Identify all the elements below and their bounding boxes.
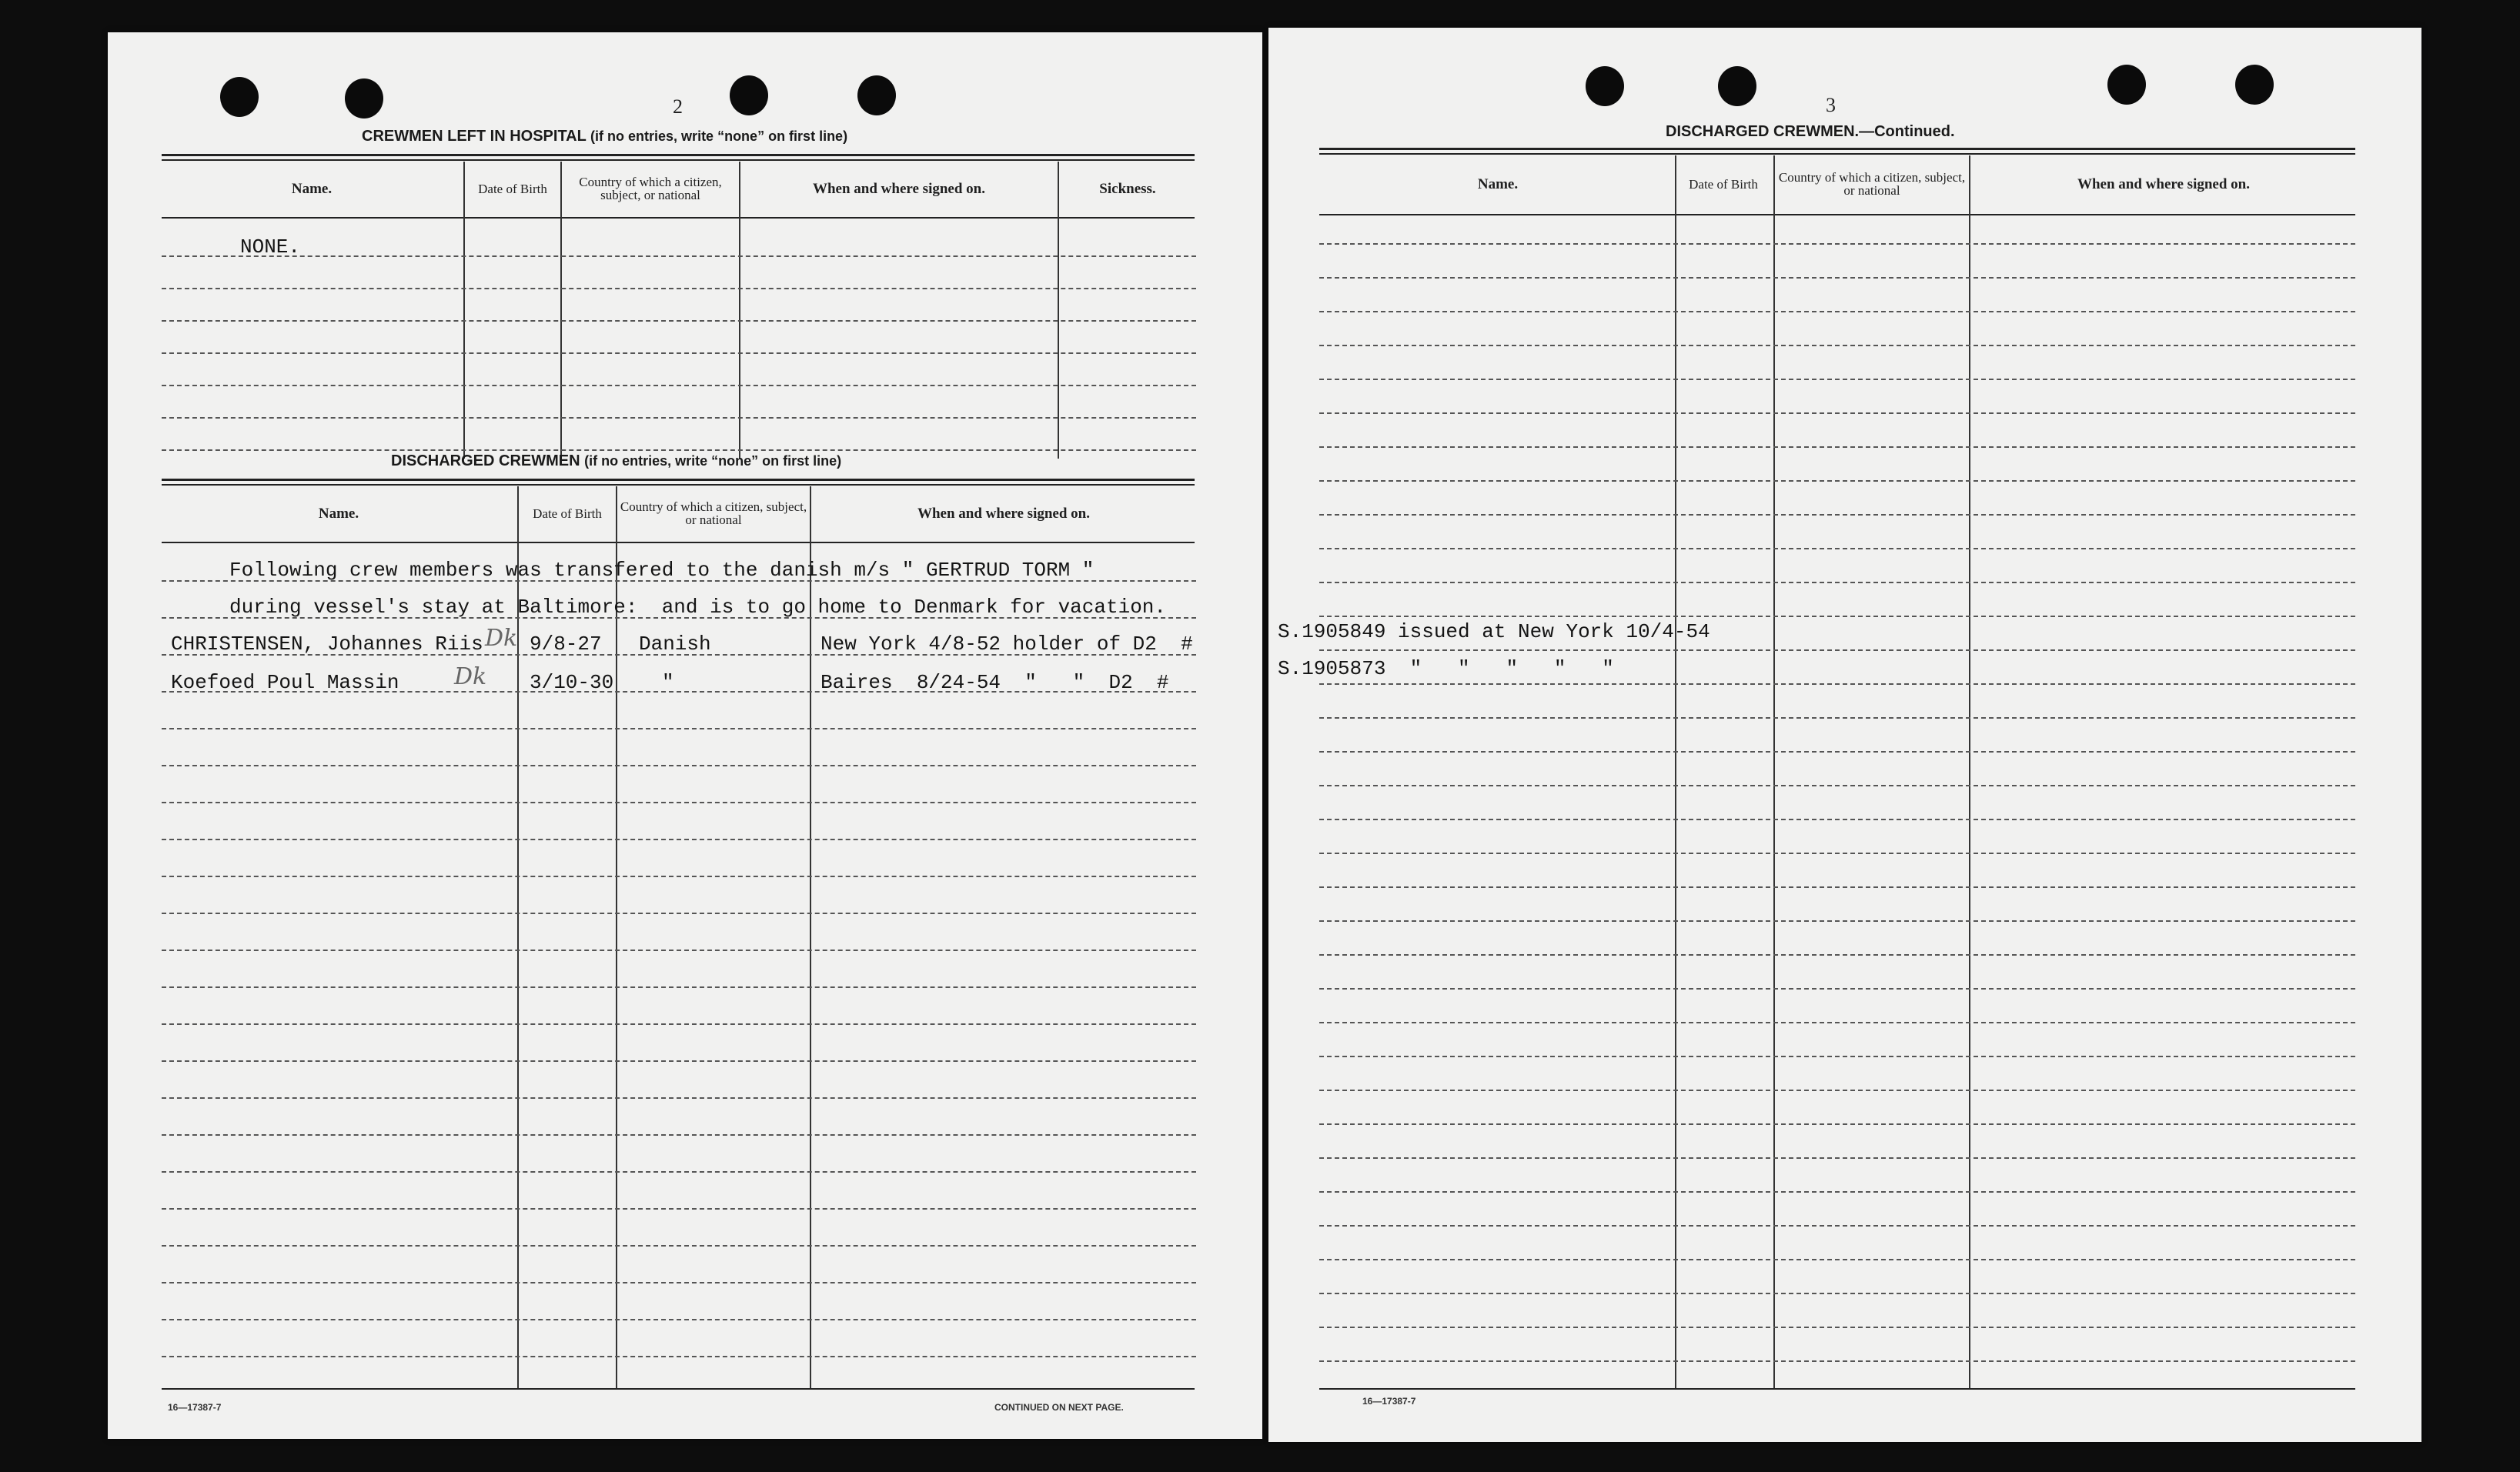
entry-line xyxy=(1319,548,2355,549)
discharged-title-text: DISCHARGED CREWMEN xyxy=(391,452,580,469)
hospital-title-note: (if no entries, write “none” on first line) xyxy=(590,129,848,144)
discharged-header-name: Name. xyxy=(318,505,359,522)
punch-hole xyxy=(857,75,896,115)
pen-mark: Dk xyxy=(485,625,518,652)
entry-line xyxy=(1319,311,2355,312)
entry-line xyxy=(162,1060,1196,1062)
column-divider xyxy=(1969,155,1970,1388)
entry-line xyxy=(1319,920,2355,922)
continued-header-name: Name. xyxy=(1477,175,1519,192)
entry-line xyxy=(1319,1225,2355,1227)
entry-line xyxy=(1319,1259,2355,1260)
bottom-rule xyxy=(162,1388,1195,1390)
continued-header-signed-on: When and where signed on. xyxy=(2077,175,2250,192)
entry-line xyxy=(1319,1293,2355,1294)
entry-line xyxy=(162,1097,1196,1099)
double-rule xyxy=(162,154,1195,156)
punch-hole xyxy=(1586,66,1624,106)
entry-line xyxy=(162,352,1196,354)
entry-line xyxy=(162,765,1196,766)
column-divider xyxy=(517,486,519,1388)
entry-line xyxy=(162,802,1196,803)
continued-header-country: Country of which a citizen, subject, or national xyxy=(1778,170,1966,198)
hospital-header-dob: Date of Birth xyxy=(478,181,547,196)
entry-line xyxy=(1319,514,2355,516)
entry-line xyxy=(1319,1157,2355,1159)
entry-line xyxy=(1319,886,2355,888)
right-page xyxy=(1268,28,2421,1442)
crew-country-cell: " xyxy=(662,671,674,694)
discharged-continued-title: DISCHARGED CREWMEN.—Continued. xyxy=(1666,123,1955,140)
discharged-title-note: (if no entries, write “none” on first line) xyxy=(584,453,842,469)
entry-line xyxy=(162,417,1196,419)
entry-line xyxy=(1319,345,2355,346)
hospital-title-text: CREWMEN LEFT IN HOSPITAL xyxy=(362,128,587,145)
entry-line xyxy=(1319,480,2355,482)
entry-line xyxy=(1319,683,2355,685)
entry-line xyxy=(162,1319,1196,1320)
entry-line xyxy=(162,728,1196,729)
entry-line xyxy=(1319,853,2355,854)
entry-line xyxy=(162,1282,1196,1283)
entry-line xyxy=(162,950,1196,951)
column-divider xyxy=(616,486,617,1388)
discharged-header-country: Country of which a citizen, subject, or national xyxy=(620,499,807,527)
double-rule xyxy=(162,159,1195,161)
entry-line xyxy=(1319,1022,2355,1023)
pen-mark: Dk xyxy=(454,663,487,690)
entry-line xyxy=(1319,243,2355,245)
entry-line xyxy=(1319,649,2355,651)
discharge-book-entry: S.1905849 issued at New York 10/4-54 xyxy=(1278,620,1710,643)
entry-line xyxy=(162,385,1196,386)
entry-line xyxy=(162,986,1196,988)
column-divider xyxy=(810,486,811,1388)
left-page xyxy=(108,32,1262,1439)
entry-line xyxy=(162,1134,1196,1136)
punch-hole xyxy=(220,77,259,117)
crew-signed-on-cell: Baires 8/24-54 " " D2 # xyxy=(821,671,1169,694)
entry-line xyxy=(162,1023,1196,1025)
entry-line xyxy=(1319,785,2355,786)
discharged-header-dob: Date of Birth xyxy=(533,506,602,521)
entry-line xyxy=(1319,582,2355,583)
punch-hole xyxy=(730,75,768,115)
header-rule xyxy=(162,542,1195,543)
entry-line xyxy=(1319,988,2355,990)
hospital-header-country: Country of which a citizen, subject, or national xyxy=(579,175,722,202)
header-rule xyxy=(162,217,1195,219)
entry-line xyxy=(1319,717,2355,719)
discharged-header-signed-on: When and where signed on. xyxy=(917,505,1090,522)
entry-line xyxy=(1319,446,2355,448)
entry-line xyxy=(162,1208,1196,1210)
entry-line xyxy=(1319,1056,2355,1057)
hospital-header-signed-on: When and where signed on. xyxy=(812,180,985,197)
hospital-header-sickness: Sickness. xyxy=(1099,180,1156,197)
entry-line xyxy=(1319,1123,2355,1125)
entry-line xyxy=(162,913,1196,914)
entry-line xyxy=(1319,1360,2355,1362)
punch-hole xyxy=(2235,65,2274,105)
entry-line xyxy=(1319,616,2355,617)
crew-name-cell: Koefoed Poul Massin xyxy=(171,671,399,694)
entry-line xyxy=(1319,412,2355,414)
entry-line xyxy=(1319,1191,2355,1193)
crew-dob-cell: 9/8-27 xyxy=(530,633,602,656)
entry-line xyxy=(162,1356,1196,1357)
transfer-remark-line1: Following crew members was transfered to the danish m/s " GERTRUD TORM " xyxy=(229,559,1095,582)
column-divider xyxy=(1773,155,1775,1388)
transfer-remark-line2: during vessel's stay at Baltimore: and is to go home to Denmark for vacation. xyxy=(229,596,1166,619)
discharged-section-title xyxy=(391,452,841,470)
entry-line xyxy=(1319,751,2355,753)
double-rule xyxy=(1319,153,2355,155)
entry-line xyxy=(162,839,1196,840)
entry-line xyxy=(1319,379,2355,380)
double-rule xyxy=(162,479,1195,481)
column-divider xyxy=(463,162,465,459)
crew-dob-cell: 3/10-30 xyxy=(530,671,614,694)
entry-line xyxy=(1319,1090,2355,1091)
continued-header-dob: Date of Birth xyxy=(1689,176,1758,192)
entry-line xyxy=(1319,819,2355,820)
entry-line xyxy=(162,1171,1196,1173)
page-number: 3 xyxy=(1826,94,1836,116)
column-divider xyxy=(560,162,562,459)
entry-line xyxy=(1319,1327,2355,1328)
entry-line xyxy=(1319,954,2355,956)
crew-name-cell: CHRISTENSEN, Johannes Riis xyxy=(171,633,483,656)
punch-hole xyxy=(345,78,383,118)
entry-line xyxy=(1319,277,2355,279)
continued-note: CONTINUED ON NEXT PAGE. xyxy=(994,1402,1124,1413)
entry-line xyxy=(162,1245,1196,1247)
entry-line xyxy=(162,449,1196,451)
entry-line xyxy=(162,320,1196,322)
column-divider xyxy=(739,162,740,459)
crew-country-cell: Danish xyxy=(639,633,711,656)
column-divider xyxy=(1058,162,1059,459)
form-number: 16—17387-7 xyxy=(1362,1396,1416,1407)
entry-line xyxy=(162,288,1196,289)
column-divider xyxy=(1675,155,1676,1388)
entry-line xyxy=(162,255,1196,257)
hospital-section-title xyxy=(362,128,847,145)
punch-hole xyxy=(2107,65,2146,105)
crew-signed-on-cell: New York 4/8-52 holder of D2 # xyxy=(821,633,1193,656)
punch-hole xyxy=(1718,66,1756,106)
entry-line xyxy=(162,876,1196,877)
bottom-rule xyxy=(1319,1388,2355,1390)
header-rule xyxy=(1319,214,2355,215)
hospital-header-name: Name. xyxy=(291,180,333,197)
form-number: 16—17387-7 xyxy=(168,1402,222,1413)
double-rule xyxy=(162,484,1195,486)
discharge-book-entry: S.1905873 " " " " " xyxy=(1278,657,1614,680)
double-rule xyxy=(1319,148,2355,150)
page-number: 2 xyxy=(673,95,683,118)
hospital-none-entry: NONE. xyxy=(240,235,301,259)
